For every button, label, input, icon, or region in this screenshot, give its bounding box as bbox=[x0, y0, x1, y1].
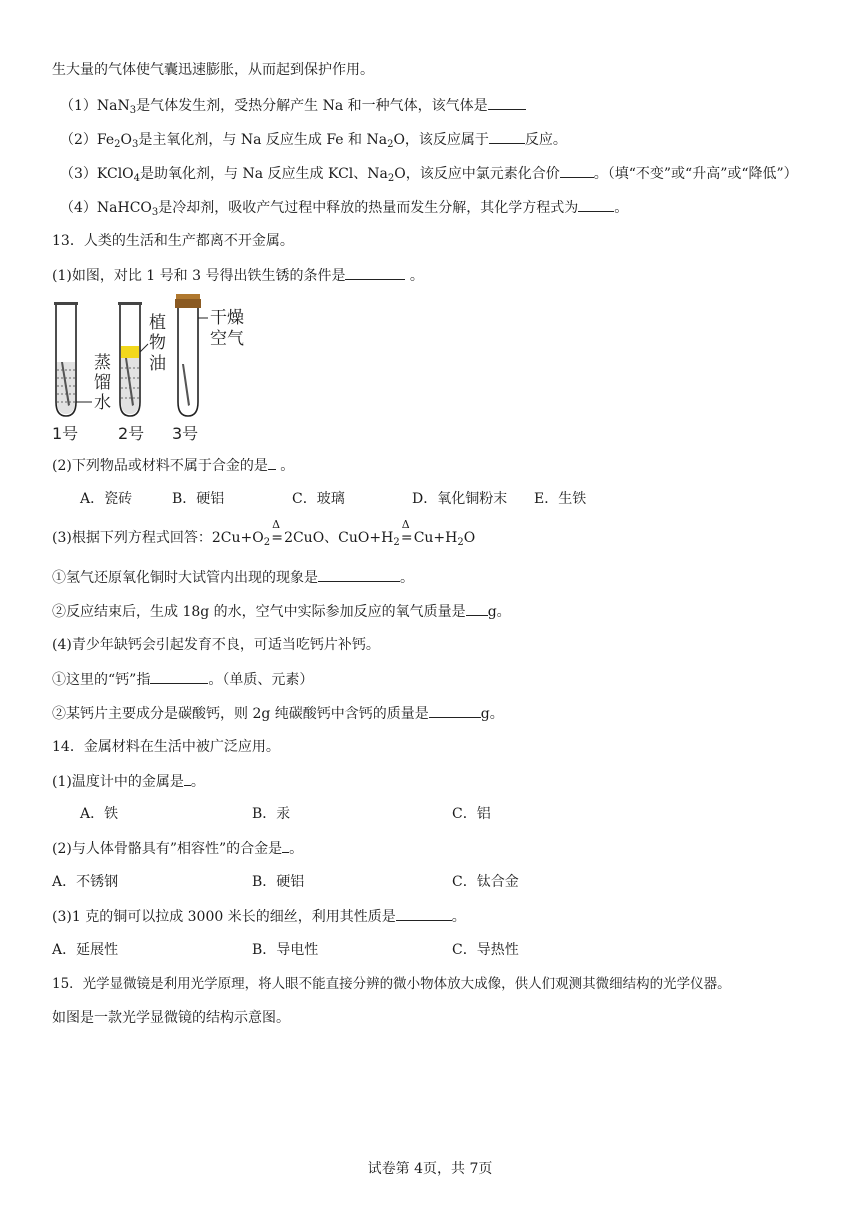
answer-blank[interactable] bbox=[345, 265, 405, 280]
q14-part1: (1)温度计中的金属是 。 bbox=[52, 771, 205, 792]
stopper bbox=[176, 294, 200, 299]
answer-blank[interactable] bbox=[184, 771, 191, 786]
q12-part3: （3）KClO$_4$是助氧化剂，与 Na 反应生成 KCl、$Na_2O$，该反应中氯元素化合价 。（填“不变”或“升高”或“降低”） bbox=[60, 163, 798, 184]
answer-blank[interactable] bbox=[489, 129, 525, 144]
svg-text:干燥: 干燥 bbox=[210, 308, 244, 328]
q13-part3-1: ①氢气还原氧化铜时大试管内出现的现象是 。 bbox=[52, 567, 414, 588]
rusting-experiment-figure bbox=[48, 292, 258, 444]
q12-part1: （1）NaN$_3$是气体发生剂，受热分解产生 Na 和一种气体，该气体是 bbox=[60, 95, 526, 116]
q14-part2: (2)与人体骨骼具有”相容性”的合金是 。 bbox=[52, 838, 303, 859]
dry-air-label bbox=[210, 308, 244, 349]
q14-p1-option-b[interactable]: B．汞 bbox=[252, 806, 291, 822]
svg-text:水: 水 bbox=[94, 393, 111, 413]
answer-blank[interactable] bbox=[268, 455, 276, 470]
q14-p1-option-c[interactable]: C．铝 bbox=[452, 806, 491, 822]
oil-layer bbox=[121, 346, 139, 358]
answer-blank[interactable] bbox=[318, 567, 400, 582]
q14-stem: 14．金属材料在生活中被广泛应用。 bbox=[52, 739, 280, 755]
svg-text:蒸: 蒸 bbox=[94, 353, 111, 373]
test-tube-3 bbox=[175, 294, 208, 416]
q13-part1: (1)如图，对比 1 号和 3 号得出铁生锈的条件是 。 bbox=[52, 265, 424, 286]
q13-p2-option-c[interactable]: C．玻璃 bbox=[292, 491, 345, 507]
answer-blank[interactable] bbox=[488, 95, 526, 110]
oil-label bbox=[149, 313, 166, 374]
intro-line: 生大量的气体使气囊迅速膨胀，从而起到保护作用。 bbox=[52, 62, 374, 78]
tube-label-1: 1号 bbox=[52, 424, 79, 443]
q13-p2-option-a[interactable]: A．瓷砖 bbox=[80, 491, 133, 507]
q13-p2-option-d[interactable]: D．氧化铜粉末 bbox=[412, 491, 508, 507]
q13-p2-option-e[interactable]: E．生铁 bbox=[534, 491, 587, 507]
answer-blank[interactable] bbox=[466, 601, 488, 616]
q15-line1: 15．光学显微镜是利用光学原理，将人眼不能直接分辨的微小物体放大成像，供人们观测其微细结构的光学仪器。 bbox=[52, 976, 731, 992]
page-footer: 试卷第 4页，共 7页 bbox=[367, 1161, 493, 1177]
q13-part4: (4)青少年缺钙会引起发育不良，可适当吃钙片补钙。 bbox=[52, 637, 380, 653]
svg-text:馏: 馏 bbox=[94, 373, 111, 393]
answer-blank[interactable] bbox=[560, 163, 594, 178]
q14-p3-option-b[interactable]: B．导电性 bbox=[252, 942, 319, 958]
svg-text:植: 植 bbox=[149, 313, 166, 333]
tube-label-3: 3号 bbox=[172, 424, 199, 443]
q12-part2: $(2)Fe_2O_3$是主氧化剂，与 Na 反应生成 Fe 和 $Na_2O$，该反应属于 反应。 bbox=[60, 129, 567, 150]
answer-blank[interactable] bbox=[396, 906, 452, 921]
svg-text:油: 油 bbox=[149, 354, 166, 374]
answer-blank[interactable] bbox=[578, 197, 614, 212]
q15-line2: 如图是一款光学显微镜的结构示意图。 bbox=[52, 1010, 290, 1026]
q13-part4-2: ②某钙片主要成分是碳酸钙，则 2g 纯碳酸钙中含钙的质量是 g。 bbox=[52, 703, 504, 724]
heating-equals-sign: Δ = bbox=[271, 518, 283, 546]
q14-p3-option-c[interactable]: C．导热性 bbox=[452, 942, 519, 958]
q13-p2-option-b[interactable]: B．硬铝 bbox=[172, 491, 225, 507]
q14-p3-option-a[interactable]: A．延展性 bbox=[52, 942, 119, 958]
q14-p2-option-a[interactable]: A．不锈钢 bbox=[52, 874, 119, 890]
q13-part3: (3)根据下列方程式回答：$2Cu+O_2$ Δ =2CuO、$CuO+H_2$ Δ $=Cu+H_2O$ bbox=[52, 518, 476, 548]
heating-equals-sign: Δ = bbox=[400, 518, 413, 546]
q13-part4-1: ①这里的“钙”指 。（单质、元素） bbox=[52, 669, 313, 690]
q13-part2: (2)下列物品或材料不属于合金的是 。 bbox=[52, 455, 294, 476]
svg-text:空气: 空气 bbox=[210, 329, 244, 349]
water-label bbox=[94, 353, 111, 413]
q14-p1-option-a[interactable]: A．铁 bbox=[80, 806, 119, 822]
q12-part4: （4）NaHCO$_3$是冷却剂，吸收产气过程中释放的热量而发生分解，其化学方程式为 。 bbox=[60, 197, 628, 218]
answer-blank[interactable] bbox=[150, 669, 208, 684]
q14-p2-option-c[interactable]: C．钛合金 bbox=[452, 874, 519, 890]
q14-part3: (3)1 克的铜可以拉成 3000 米长的细丝，利用其性质是 。 bbox=[52, 906, 466, 927]
answer-blank[interactable] bbox=[429, 703, 481, 718]
tube-label-2: 2号 bbox=[118, 424, 145, 443]
svg-text:物: 物 bbox=[149, 333, 166, 353]
q13-stem: 13．人类的生活和生产都离不开金属。 bbox=[52, 233, 294, 249]
test-tube-2 bbox=[118, 302, 148, 416]
q14-p2-option-b[interactable]: B．硬铝 bbox=[252, 874, 305, 890]
test-tube-1 bbox=[54, 302, 92, 416]
q13-part3-2: ②反应结束后，生成 18g 的水，空气中实际参加反应的氧气质量是 g。 bbox=[52, 601, 511, 622]
